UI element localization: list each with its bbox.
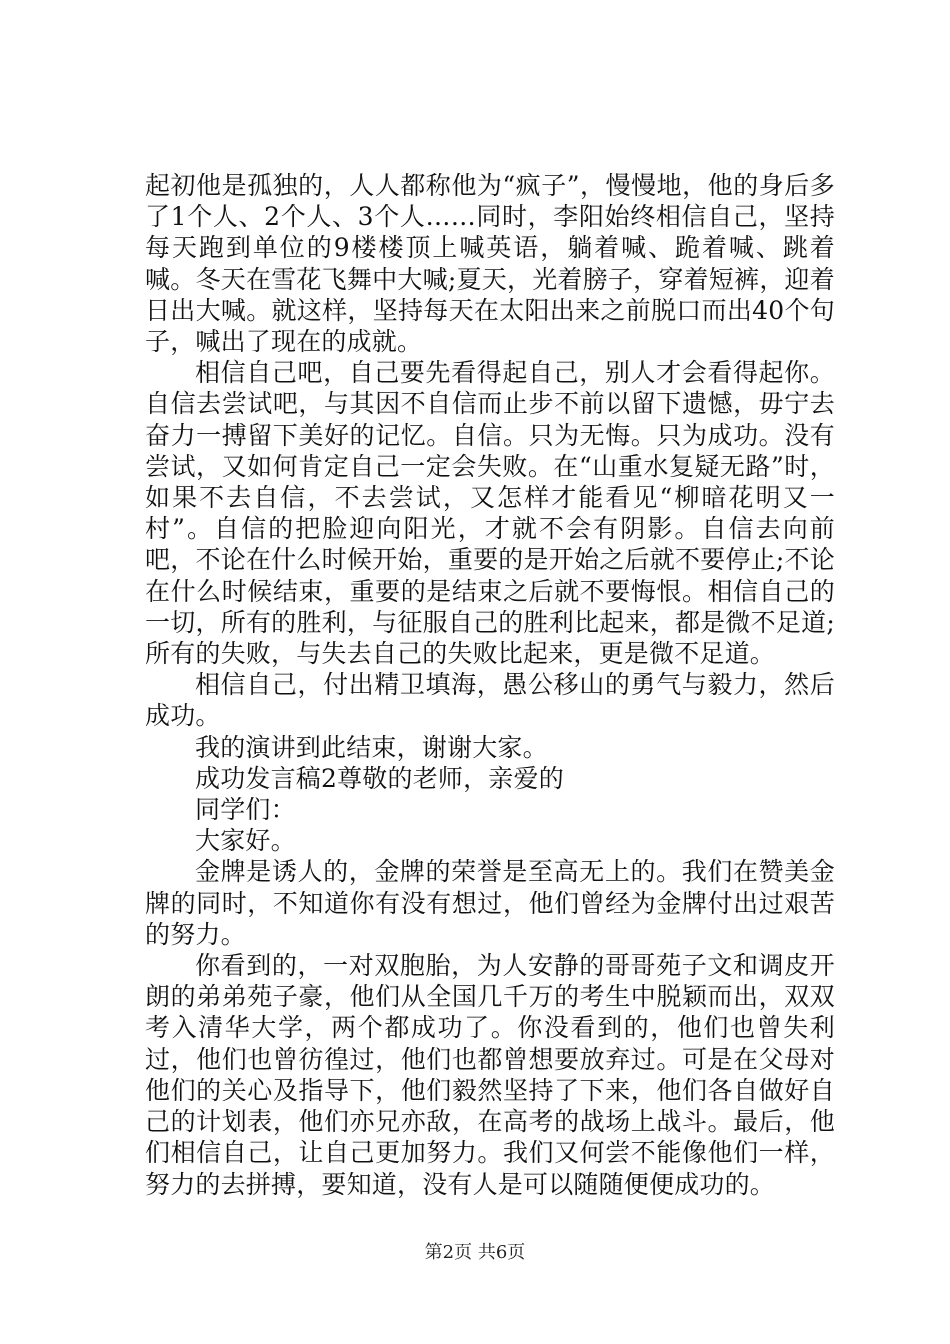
paragraph-2: 相信自己吧，自己要先看得起自己，别人才会看得起你。自信去尝试吧，与其因不自信而止步不前以留下遗憾，毋宁去奋力一搏留下美好的记忆。自信。只为无悔。只为成功。没有尝试，又如何肯定自己一定会失败。在“山重水复疑无路”时，如果不去自信，不去尝试，又怎样才能看见“柳暗花明又一村”。自信的把脸迎向阳光，才就不会有阴影。自信去向前吧，不论在什么时候开始，重要的是开始之后就不要停止;不论在什么时候结束，重要的是结束之后就不要悔恨。相信自己的一切，所有的胜利，与征服自己的胜利比起来，都是微不足道;所有的失败，与失去自己的失败比起来，更是微不足道。 xyxy=(145,358,835,669)
paragraph-9: 你看到的，一对双胞胎，为人安静的哥哥苑子文和调皮开朗的弟弟苑子豪，他们从全国几千万的考生中脱颖而出，双双考入清华大学，两个都成功了。你没看到的，他们也曾失利过，他们也曾彷徨过，他们也都曾想要放弃过。可是在父母对他们的关心及指导下，他们毅然坚持了下来，他们各自做好自己的计划表，他们亦兄亦敌，在高考的战场上战斗。最后，他们相信自己，让自己更加努力。我们又何尝不能像他们一样，努力的去拼搏，要知道，没有人是可以随随便便成功的。 xyxy=(145,951,835,1199)
page-number-label: 第2页 共6页 xyxy=(424,1242,526,1263)
document-body xyxy=(145,170,835,1200)
paragraph-6: 同学们： xyxy=(195,795,296,825)
paragraph-8: 金牌是诱人的，金牌的荣誉是至高无上的。我们在赞美金牌的同时，不知道你有没有想过，他们曾经为金牌付出过艰苦的努力。 xyxy=(145,857,835,949)
paragraph-3: 相信自己，付出精卫填海，愚公移山的勇气与毅力，然后成功。 xyxy=(145,670,835,731)
page-footer xyxy=(0,1242,950,1264)
paragraph-4: 我的演讲到此结束，谢谢大家。 xyxy=(195,732,548,762)
paragraph-5: 成功发言稿2尊敬的老师，亲爱的 xyxy=(195,763,564,793)
paragraph-1: 起初他是孤独的，人人都称他为“疯子”，慢慢地，他的身后多了1个人、2个人、3个人……同时，李阳始终相信自己，坚持每天跑到单位的9楼楼顶上喊英语，躺着喊、跪着喊、跳着喊。冬天在雪花飞舞中大喊;夏天，光着膀子，穿着短裤，迎着日出大喊。就这样，坚持每天在太阳出来之前脱口而出40个句子，喊出了现在的成就。 xyxy=(145,171,835,357)
paragraph-7: 大家好。 xyxy=(195,826,296,856)
